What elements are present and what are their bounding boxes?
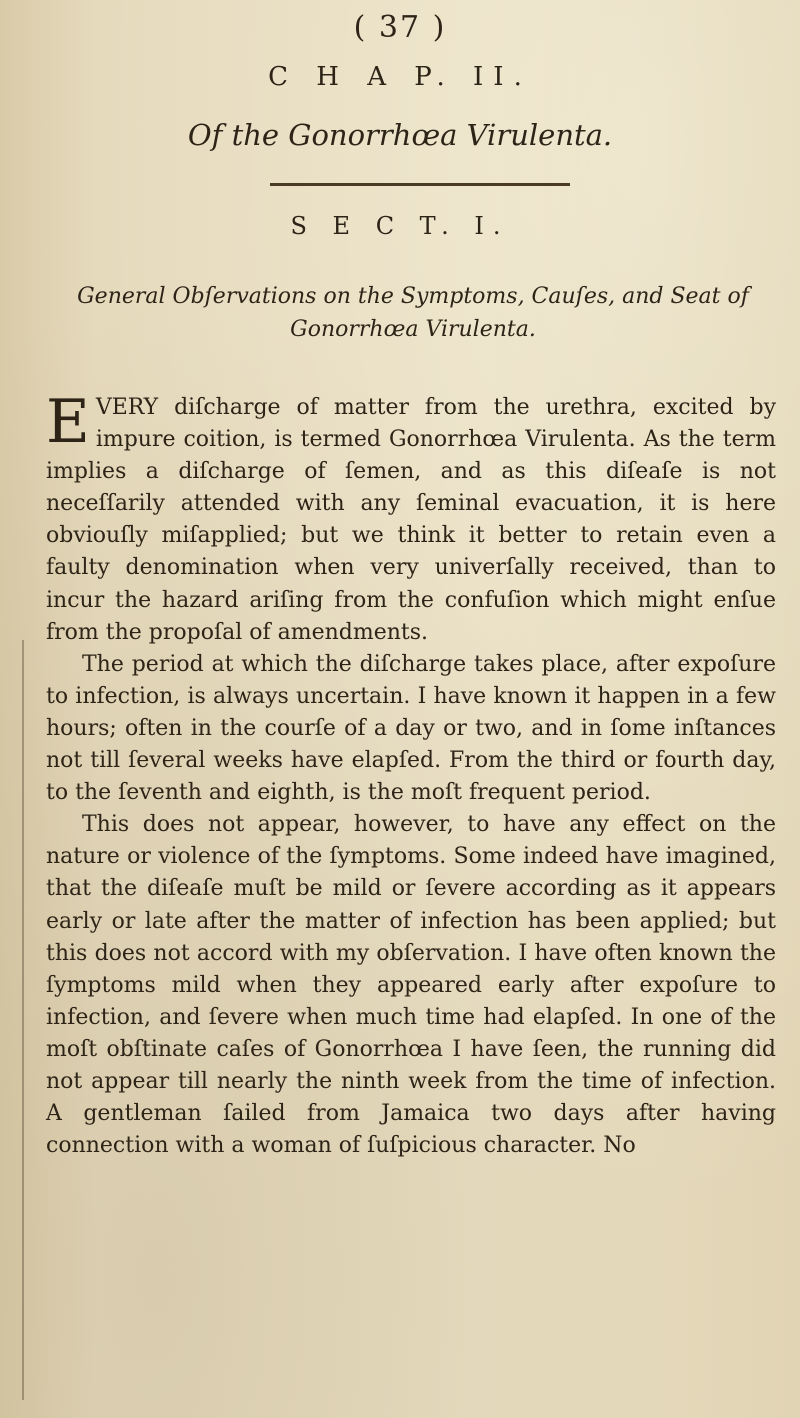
section-heading: S E C T. I. <box>290 212 510 240</box>
body-text <box>46 387 776 1162</box>
chapter-subject: Of the Gonorrhœa Virulenta. <box>187 118 613 152</box>
page-edge-shadow <box>22 640 24 1400</box>
paragraph-1-text: VERY diſcharge of matter from the urethra, excited by impure coition, is termed Gonorrhœa Virulenta. As the term implies a diſcharge of ſemen, and as this diſeaſe is not neceſſarily attended with any ſeminal evacuation, it is here obviouſly miſapplied; but we think it better to retain even a faulty denomination when very univerſally received, than to incur the hazard ariſing from the confuſion which might enſue from the propoſal of amendments. <box>46 395 776 645</box>
chapter-heading: C H A P. II. <box>268 62 532 92</box>
paragraph-1 <box>46 387 776 649</box>
paragraph-3: This does not appear, however, to have any effect on the nature or violence of the ſymptoms. Some indeed have imagined, that the diſeaſe muſt be mild or ſevere according as it appears early or late after the matter of infection has been applied; but this does not accord with my obſervation. I have often known the ſymptoms mild when they appeared early after expoſure to infection, and ſevere when much time had elapſed. In one of the moſt obſtinate caſes of Gonorrhœa I have ſeen, the running did not appear till nearly the ninth week from the time of infection. A gentleman ſailed from Jamaica two days after having connection with a woman of ſuſpicious character. No <box>46 812 776 1159</box>
drop-cap: E <box>46 387 90 457</box>
divider-rule <box>270 183 570 186</box>
page-number: ( 37 ) <box>353 10 447 45</box>
section-title: General Obſervations on the Symptoms, Cauſes, and Seat of Gonorrhœa Virulenta. <box>77 284 749 342</box>
paragraph-2: The period at which the diſcharge takes place, after expoſure to infection, is always uncertain. I have known it happen in a few hours; often in the courſe of a day or two, and in ſome inſtances not till ſeveral weeks have elapſed. From the third or fourth day, to the ſeventh and eighth, is the moſt frequent period. <box>46 651 776 806</box>
